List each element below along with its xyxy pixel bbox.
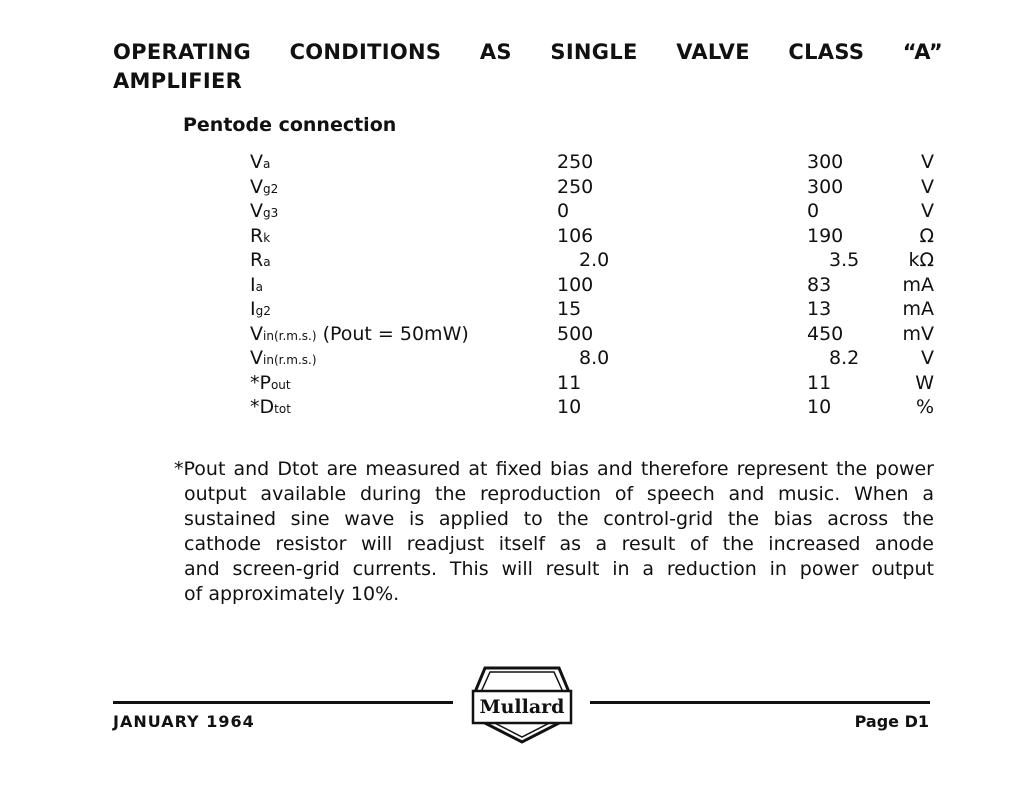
symbol-subscript: in(r.m.s.): [263, 353, 317, 367]
value-column-1: 8.0: [579, 347, 610, 369]
value-column-2: 10: [807, 396, 832, 418]
unit: %: [915, 396, 934, 418]
value-column-1: 10: [557, 396, 582, 418]
table-row: [250, 249, 940, 274]
footnote-line: *Pout and Dtot are measured at fixed bias and therefore represent the power: [174, 458, 934, 480]
heading-line-1: [113, 38, 943, 67]
symbol-main: I: [250, 273, 256, 296]
table-row: [250, 151, 940, 176]
unit: mA: [902, 273, 934, 296]
table-row: [250, 372, 940, 397]
parameter-symbol: [250, 176, 278, 198]
symbol-subscript: out: [270, 377, 291, 392]
table-row: [250, 225, 940, 250]
parameter-symbol: [250, 274, 263, 296]
table-row: [250, 323, 940, 348]
parameter-symbol: [250, 151, 270, 173]
unit: V: [921, 200, 934, 222]
parameter-symbol: [250, 372, 291, 394]
symbol-subscript: a: [263, 255, 271, 269]
heading-word: AS: [479, 40, 512, 64]
unit: W: [915, 371, 934, 394]
unit: mA: [902, 298, 934, 320]
heading-word: VALVE: [676, 40, 750, 64]
operating-conditions-table: [250, 151, 940, 421]
symbol-main: *D: [250, 396, 275, 418]
value-column-1: 2.0: [579, 249, 610, 271]
heading-line-2: AMPLIFIER: [113, 69, 243, 93]
heading-word: CLASS: [788, 40, 865, 64]
symbol-main: *P: [250, 371, 271, 394]
table-row: [250, 274, 940, 299]
footer-page-number: Page D1: [854, 712, 929, 731]
footnote-line: and screen-grid currents. This will result in a reduction in power output: [184, 558, 934, 580]
symbol-subscript: g2: [255, 304, 271, 318]
heading-word: SINGLE: [550, 40, 638, 64]
symbol-subscript: tot: [274, 402, 291, 416]
footnote-line: output available during the reproduction of speech and music. When a: [184, 483, 934, 505]
unit: V: [921, 347, 934, 369]
footnote-line: of approximately 10%.: [184, 583, 400, 605]
value-column-2: 0: [807, 200, 820, 222]
unit: kΩ: [908, 249, 934, 271]
value-column-2: 190: [807, 224, 844, 247]
table-row: [250, 396, 940, 421]
parameter-symbol: [250, 298, 271, 320]
value-column-1: 0: [557, 200, 570, 222]
value-column-2: 13: [807, 298, 832, 320]
unit: mV: [902, 322, 934, 345]
value-column-1: 500: [557, 322, 594, 345]
footer-rule-right: [590, 701, 930, 704]
value-column-1: 15: [557, 298, 582, 320]
table-row: [250, 347, 940, 372]
footer-date: JANUARY 1964: [113, 712, 255, 731]
symbol-main: V: [250, 175, 263, 198]
value-column-2: 3.5: [829, 249, 860, 271]
symbol-subscript: g3: [263, 206, 279, 220]
symbol-main: R: [250, 224, 264, 247]
symbol-subscript: a: [255, 279, 263, 294]
heading-word: CONDITIONS: [289, 40, 442, 64]
value-column-2: 8.2: [829, 347, 860, 369]
value-column-1: 250: [557, 175, 594, 198]
value-column-2: 11: [807, 371, 832, 394]
parameter-symbol: [250, 396, 291, 418]
parameter-symbol: [250, 347, 317, 369]
heading-word: OPERATING: [113, 40, 252, 64]
symbol-subscript: a: [263, 157, 271, 171]
unit: Ω: [919, 224, 934, 247]
parameter-symbol: [250, 225, 270, 247]
value-column-2: 300: [807, 151, 844, 173]
symbol-main: R: [250, 249, 264, 271]
value-column-1: 106: [557, 224, 594, 247]
symbol-main: V: [250, 151, 263, 173]
symbol-main: V: [250, 200, 263, 222]
value-column-1: 11: [557, 371, 582, 394]
symbol-main: V: [250, 347, 263, 369]
section-heading: [113, 38, 943, 96]
footnote-line: cathode resistor will readjust itself as a result of the increased anode: [184, 533, 934, 555]
parameter-symbol: [250, 200, 278, 222]
value-column-1: 100: [557, 273, 594, 296]
footer-rule-left: [113, 701, 453, 704]
value-column-1: 250: [557, 151, 594, 173]
symbol-main: V: [250, 322, 263, 345]
value-column-2: 300: [807, 175, 844, 198]
table-row: [250, 298, 940, 323]
value-column-2: 83: [807, 273, 832, 296]
parameter-symbol: [250, 323, 469, 345]
symbol-condition: (Pout = 50mW): [316, 322, 469, 345]
table-row: [250, 200, 940, 225]
parameter-symbol: [250, 249, 271, 271]
unit: V: [921, 151, 934, 173]
symbol-subscript: g2: [263, 181, 279, 196]
footnote-line: sustained sine wave is applied to the control-grid the bias across the: [184, 508, 934, 530]
subheading: Pentode connection: [183, 114, 397, 136]
value-column-2: 450: [807, 322, 844, 345]
unit: V: [921, 175, 934, 198]
footnote: [174, 457, 934, 607]
symbol-subscript: k: [263, 230, 271, 245]
symbol-main: I: [250, 298, 256, 320]
symbol-subscript: in(r.m.s.): [263, 328, 317, 343]
mullard-logo-text: Mullard: [479, 696, 565, 718]
table-row: [250, 176, 940, 201]
heading-word: “A”: [902, 40, 943, 64]
